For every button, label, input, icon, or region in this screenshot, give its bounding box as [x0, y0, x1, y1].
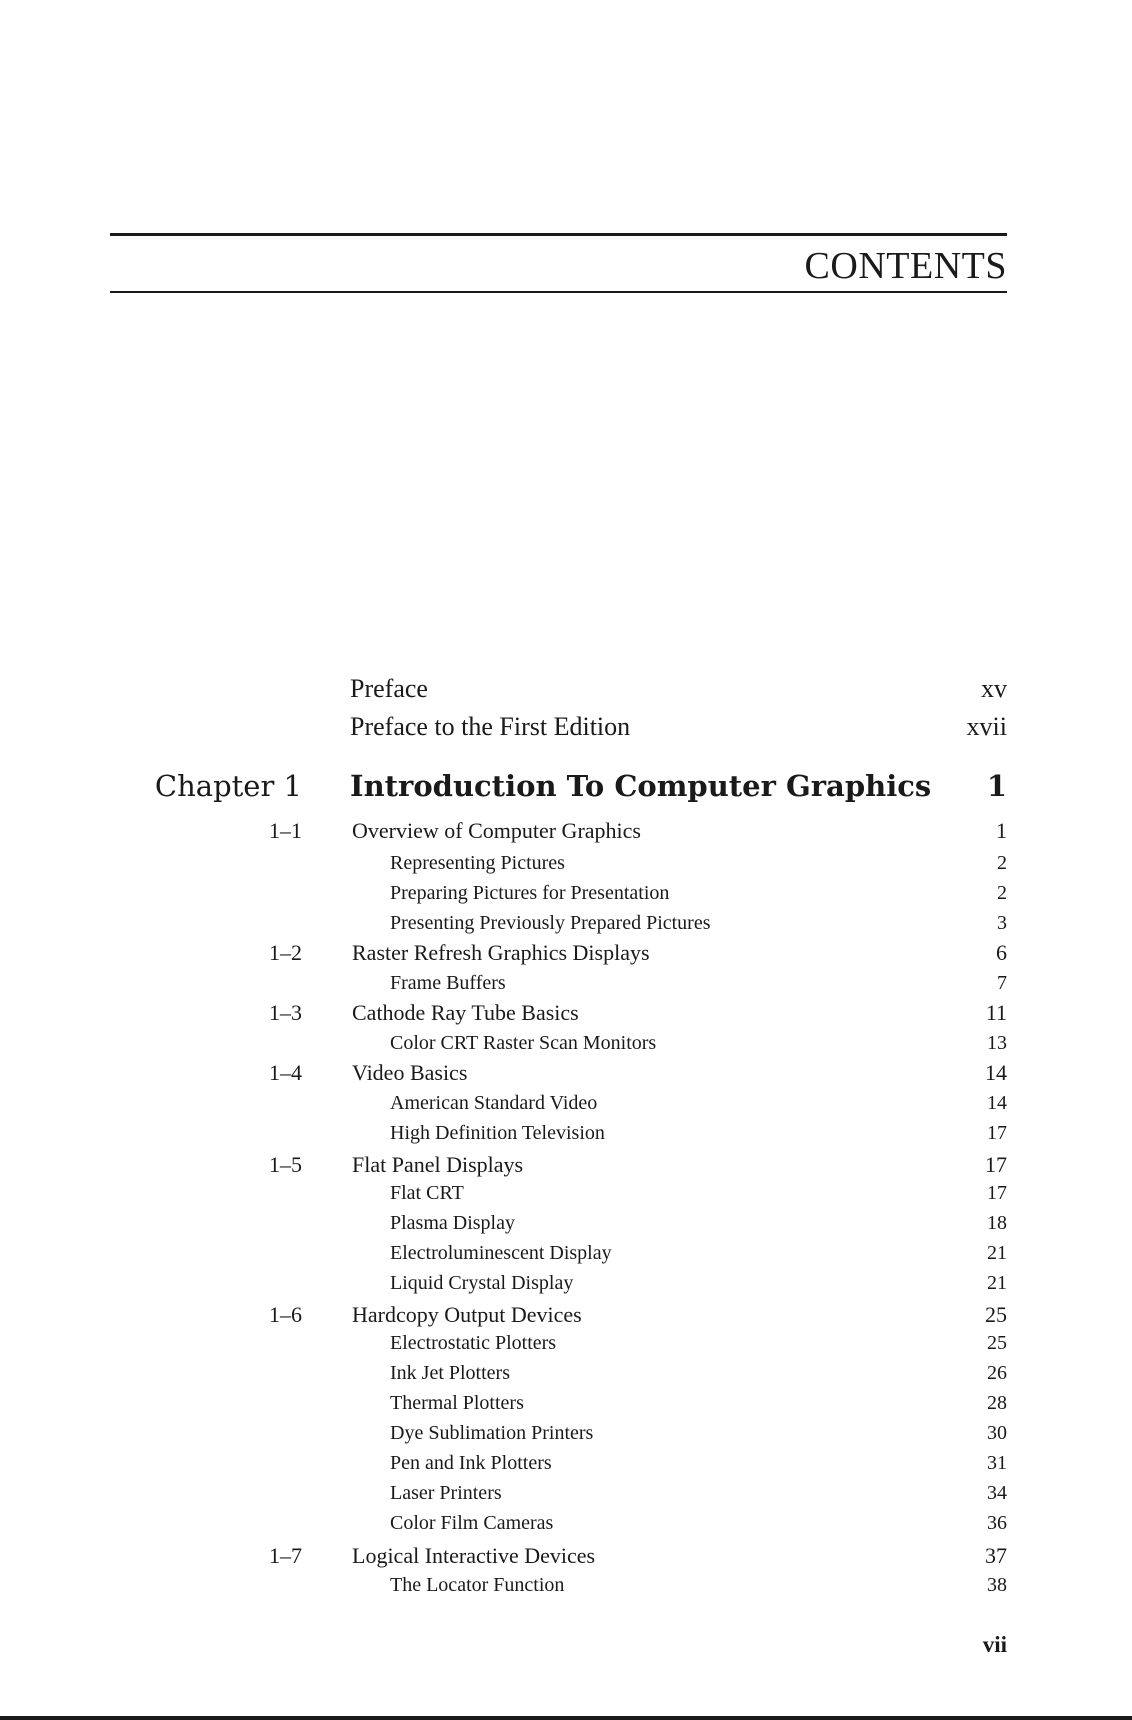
- toc-entry-title: High Definition Television: [390, 1122, 605, 1144]
- toc-entry-title: Flat CRT: [390, 1182, 464, 1204]
- toc-entry-title: Preface to the First Edition: [350, 712, 631, 741]
- toc-entry-page: 28: [987, 1392, 1007, 1414]
- toc-entry-page: 30: [987, 1422, 1007, 1444]
- toc-entry-title: Preface: [350, 674, 428, 703]
- toc-entry-page: 2: [997, 882, 1007, 904]
- toc-entry-page: 17: [985, 1152, 1007, 1177]
- page-title: CONTENTS: [804, 245, 1007, 287]
- toc-entry-title: Pen and Ink Plotters: [390, 1452, 552, 1474]
- scan-edge-line: [0, 1716, 1132, 1720]
- toc-entry-title: Electroluminescent Display: [390, 1242, 612, 1264]
- toc-entry-page: 3: [997, 912, 1007, 934]
- toc-entry-title: Liquid Crystal Display: [390, 1272, 574, 1294]
- toc-entry-page: 21: [987, 1272, 1007, 1294]
- toc-entry-title: Preparing Pictures for Presentation: [390, 882, 670, 904]
- toc-entry-title: Frame Buffers: [390, 972, 506, 994]
- toc-entry-title: Raster Refresh Graphics Displays: [352, 940, 650, 965]
- toc-entry-title: Representing Pictures: [390, 852, 565, 874]
- chapter-label: Chapter 1: [154, 769, 302, 803]
- toc-entry-page: 38: [987, 1574, 1007, 1596]
- toc-entry-title: The Locator Function: [390, 1574, 565, 1596]
- toc-entry-title: Dye Sublimation Printers: [390, 1422, 594, 1444]
- section-number: 1–6: [269, 1302, 302, 1327]
- toc-entry-title: Color Film Cameras: [390, 1512, 554, 1534]
- toc-entry-page: 17: [987, 1122, 1007, 1144]
- toc-entry-page: 31: [987, 1452, 1007, 1474]
- toc-entry-page: 1: [996, 818, 1007, 843]
- toc-entry-title: Video Basics: [352, 1060, 468, 1085]
- toc-entry-title: Presenting Previously Prepared Pictures: [390, 912, 711, 934]
- toc-entry-title: Color CRT Raster Scan Monitors: [390, 1032, 657, 1054]
- toc-entry-title: Plasma Display: [390, 1212, 515, 1234]
- toc-entry-page: 14: [985, 1060, 1007, 1085]
- section-number: 1–2: [269, 940, 302, 965]
- toc-entry-page: 26: [987, 1362, 1007, 1384]
- toc-entry-title: Electrostatic Plotters: [390, 1332, 557, 1354]
- toc-entry-page: 7: [997, 972, 1007, 994]
- toc-entry-page: 34: [987, 1482, 1007, 1504]
- toc-entry-page: 14: [987, 1092, 1007, 1114]
- toc-entry-page: 11: [985, 1000, 1007, 1025]
- section-number: 1–3: [269, 1000, 302, 1025]
- toc-entry-page: 13: [987, 1032, 1007, 1054]
- toc-entry-title: Thermal Plotters: [390, 1392, 524, 1414]
- header-rule-top: [110, 233, 1007, 236]
- toc-entry-page: 37: [985, 1543, 1007, 1568]
- toc-entry-page: 18: [987, 1212, 1007, 1234]
- toc-entry-title: Hardcopy Output Devices: [352, 1302, 582, 1327]
- toc-entry-title: Ink Jet Plotters: [390, 1362, 510, 1384]
- toc-entry-page: xvii: [966, 712, 1007, 741]
- toc-entry-title: Flat Panel Displays: [352, 1152, 524, 1177]
- toc-entry-page: 21: [987, 1242, 1007, 1264]
- header-rule-bottom: [110, 291, 1007, 293]
- toc-entry-title: Laser Printers: [390, 1482, 502, 1504]
- toc-entry-title: Overview of Computer Graphics: [352, 818, 641, 843]
- toc-entry-title: Logical Interactive Devices: [352, 1543, 596, 1568]
- toc-entry-page: 25: [987, 1332, 1007, 1354]
- toc-entry-page: 6: [996, 940, 1007, 965]
- toc-entry-page: 36: [987, 1512, 1007, 1534]
- toc-entry-title: Introduction To Computer Graphics: [350, 769, 932, 803]
- toc-entry-page: 17: [987, 1182, 1007, 1204]
- toc-entry-page: 25: [985, 1302, 1007, 1327]
- section-number: 1–4: [269, 1060, 302, 1085]
- toc-entry-page: 1: [986, 769, 1007, 803]
- section-number: 1–7: [269, 1543, 302, 1568]
- section-number: 1–5: [269, 1152, 302, 1177]
- toc-entry-page: xv: [981, 674, 1007, 703]
- toc-entry-title: Cathode Ray Tube Basics: [352, 1000, 579, 1025]
- toc-entry-page: 2: [997, 852, 1007, 874]
- toc-entry-title: American Standard Video: [390, 1092, 598, 1114]
- footer-page-number: vii: [982, 1632, 1007, 1657]
- section-number: 1–1: [269, 818, 302, 843]
